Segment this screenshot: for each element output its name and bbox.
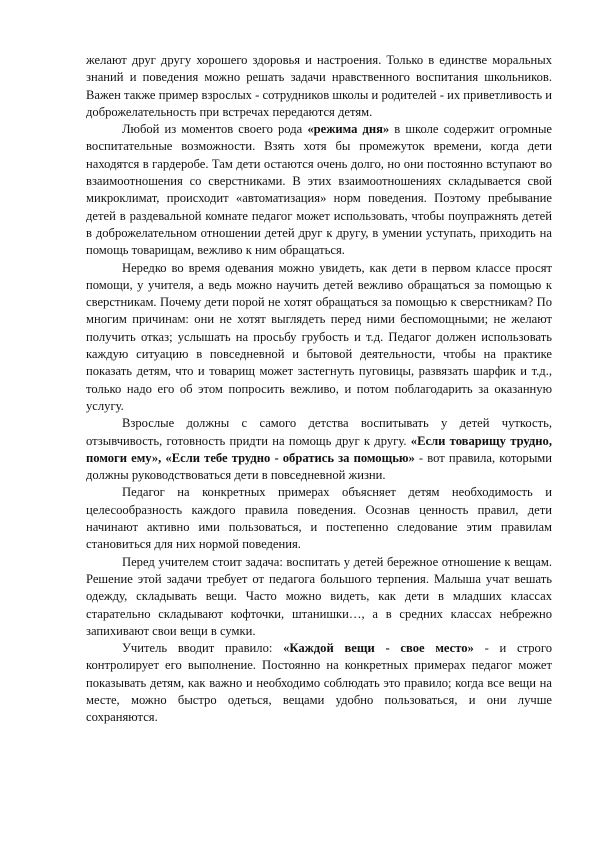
paragraph-text: Перед учителем стоит задача: воспитать у детей бережное отношение к вещам. Решение этой задачи требует от педагога большого терпения. Малыша учат вешать одежду, складывать вещи. Часто можно видеть, как дети в младших классах старательно складывают кофточки, штанишки…, а в средних классах небрежно запихивают свои вещи в сумки. [86, 554, 552, 638]
document-page [86, 52, 552, 727]
paragraph-1 [86, 52, 552, 121]
paragraph-text: Нередко во время одевания можно увидеть, как дети в первом классе просят помощи, у учителя, а ведь можно научить детей вежливо обращаться за помощью к сверстникам. Почему дети порой не хотят обращаться за помощью к сверстникам? По многим причинам: они не хотят выглядеть перед ними беспомощными; не желают получить отказ; услышать на просьбу грубость и т.д. Педагог должен использовать каждую ситуацию в повседневной и бытовой деятельности, чтобы на практике показать детям, что и товарищ может застегнуть пуговицы, развязать шарфик и т.д., только надо его об этом попросить вежливо, и потом поблагодарить за оказанную услугу. [86, 260, 552, 413]
paragraph-text: Взрослые должны с самого детства воспитывать у детей чуткость, отзывчивость, готовность придти на помощь друг к другу. [86, 416, 552, 448]
paragraph-text: Учитель вводит правило: [122, 641, 284, 656]
paragraph-text: в школе содержит огромные воспитательные возможности. Взять хотя бы промежуток времени, когда дети находятся в гардеробе. Там дети остаются очень долго, но они постоянно вступают во взаимоотношения со сверстниками. В этих взаимоотношениях складывается свой микроклимат, происходит «автоматизация» норм поведения. Поэтому пребывание детей в раздевальной комнате педагог может использовать, чтобы поупражнять детей в доброжелательном отношении детей друг к другу, в умении уступать, приходить на помощь товарищам, вежливо к ним обращаться. [86, 122, 553, 258]
paragraph-6 [86, 554, 552, 640]
paragraph-text: Педагог на конкретных примерах объясняет детям необходимость и целесообразность каждого правила поведения. Осознав ценность правил, дети начинают активно ими пользоваться, и постепенно следование этим правилам становиться для них нормой поведения. [86, 485, 552, 552]
paragraph-text: - и строго контролирует его выполнение. Постоянно на конкретных примерах педагог может показывать детям, как важно и необходимо соблюдать это правило; когда все вещи на месте, можно быстро одеться, вещами удобно пользоваться, и они лучше сохраняются. [86, 641, 552, 725]
paragraph-7 [86, 640, 552, 726]
bold-phrase: «Если товарищу трудно, помоги ему», «Если тебе трудно - обратись за помощью» [86, 433, 552, 465]
paragraph-4 [86, 415, 552, 484]
paragraph-3 [86, 260, 552, 416]
paragraph-text: Любой из моментов своего рода [122, 122, 308, 137]
bold-phrase: «режима дня» [307, 122, 390, 137]
paragraph-2 [86, 121, 552, 259]
paragraph-text: желают друг другу хорошего здоровья и настроения. Только в единстве моральных знаний и поведения можно решать задачи нравственного воспитания школьников. Важен также пример взрослых - сотрудников школы и родителей - их приветливость и доброжелательность при встречах передаются детям. [86, 53, 552, 119]
paragraph-5 [86, 484, 552, 553]
bold-phrase: «Каждой вещи - свое место» [283, 641, 474, 656]
paragraph-text: - вот правила, которыми должны руководствоваться дети в повседневной жизни. [86, 450, 552, 483]
